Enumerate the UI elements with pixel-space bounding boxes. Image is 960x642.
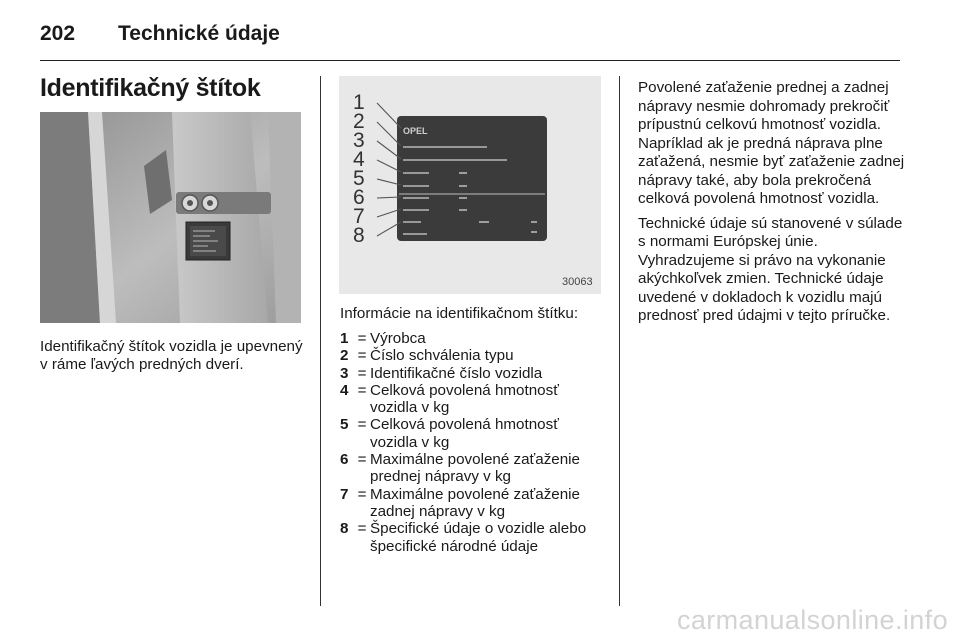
legend-item: 7 = Maximálne povolené zaťaženie zadnej nápravy v kg xyxy=(340,485,581,520)
callout-4: 4 xyxy=(353,148,365,171)
plate-line-1: OPEL xyxy=(403,126,428,136)
door-frame-photo xyxy=(40,112,301,323)
page-number: 202 xyxy=(40,22,76,45)
header-rule xyxy=(40,60,900,61)
legend-item: 4 = Celková povolená hmotnosť vozidla v kg xyxy=(340,381,559,417)
watermark: carmanualsonline.info xyxy=(676,605,948,635)
legend-item: 2 = Číslo schválenia typu xyxy=(340,347,514,365)
column-divider-left xyxy=(320,76,321,606)
image-code: 30063 xyxy=(562,276,593,288)
id-plate-illustration xyxy=(339,76,601,294)
legend-item: 5 = Celková povolená hmotnosť vozidla v kg xyxy=(340,416,559,451)
section-title: Technické údaje xyxy=(118,22,280,45)
callout-3: 3 xyxy=(353,129,365,152)
column-divider-right xyxy=(619,76,620,606)
axle-load-text xyxy=(638,79,908,326)
legend-item: 6 = Maximálne povolené zaťaženie prednej nápravy v kg xyxy=(340,451,581,486)
plate-diagram xyxy=(339,76,601,294)
callout-7: 7 xyxy=(353,205,365,228)
callout-6: 6 xyxy=(353,186,365,209)
callout-8: 8 xyxy=(353,224,365,247)
paragraph-axle-load: Povolené zaťaženie prednej a zadnej nápravy nesmie dohromady prekročiť prípustnú celkovú hmotnosť vozidla. Napríklad ak je predná náprava plne zaťažená, nesmie byť zaťaženie zadnej nápravy také, aby bola prekročená celková povolená hmotnosť vozidla. xyxy=(638,79,905,207)
door-frame-illustration xyxy=(40,112,301,323)
legend-list xyxy=(340,330,608,555)
plate-location-text: Identifikačný štítok vozidla je upevnený v ráme ľavých predných dverí. xyxy=(40,338,303,373)
callout-2: 2 xyxy=(353,110,365,133)
paragraph-eu-standards: Technické údaje sú stanovené v súlade s normami Európskej únie. Vyhradzujeme si právo na vykonanie akýchkoľvek zmien. Technické údaje uvedené v dokladoch k vozidlu majú prednosť pred údajmi v tejto príručke. xyxy=(638,214,903,324)
callout-1: 1 xyxy=(353,91,365,114)
callout-5: 5 xyxy=(353,167,365,190)
legend-item: 8 = Špecifické údaje o vozidle alebo špecifické národné údaje xyxy=(340,520,587,555)
legend-item: 3 = Identifikačné číslo vozidla xyxy=(340,364,543,382)
section-heading: Identifikačný štítok xyxy=(40,74,261,102)
legend-item: 1 = Výrobca xyxy=(340,330,426,347)
page-header xyxy=(40,19,280,49)
legend-title: Informácie na identifikačnom štítku: xyxy=(340,305,579,322)
